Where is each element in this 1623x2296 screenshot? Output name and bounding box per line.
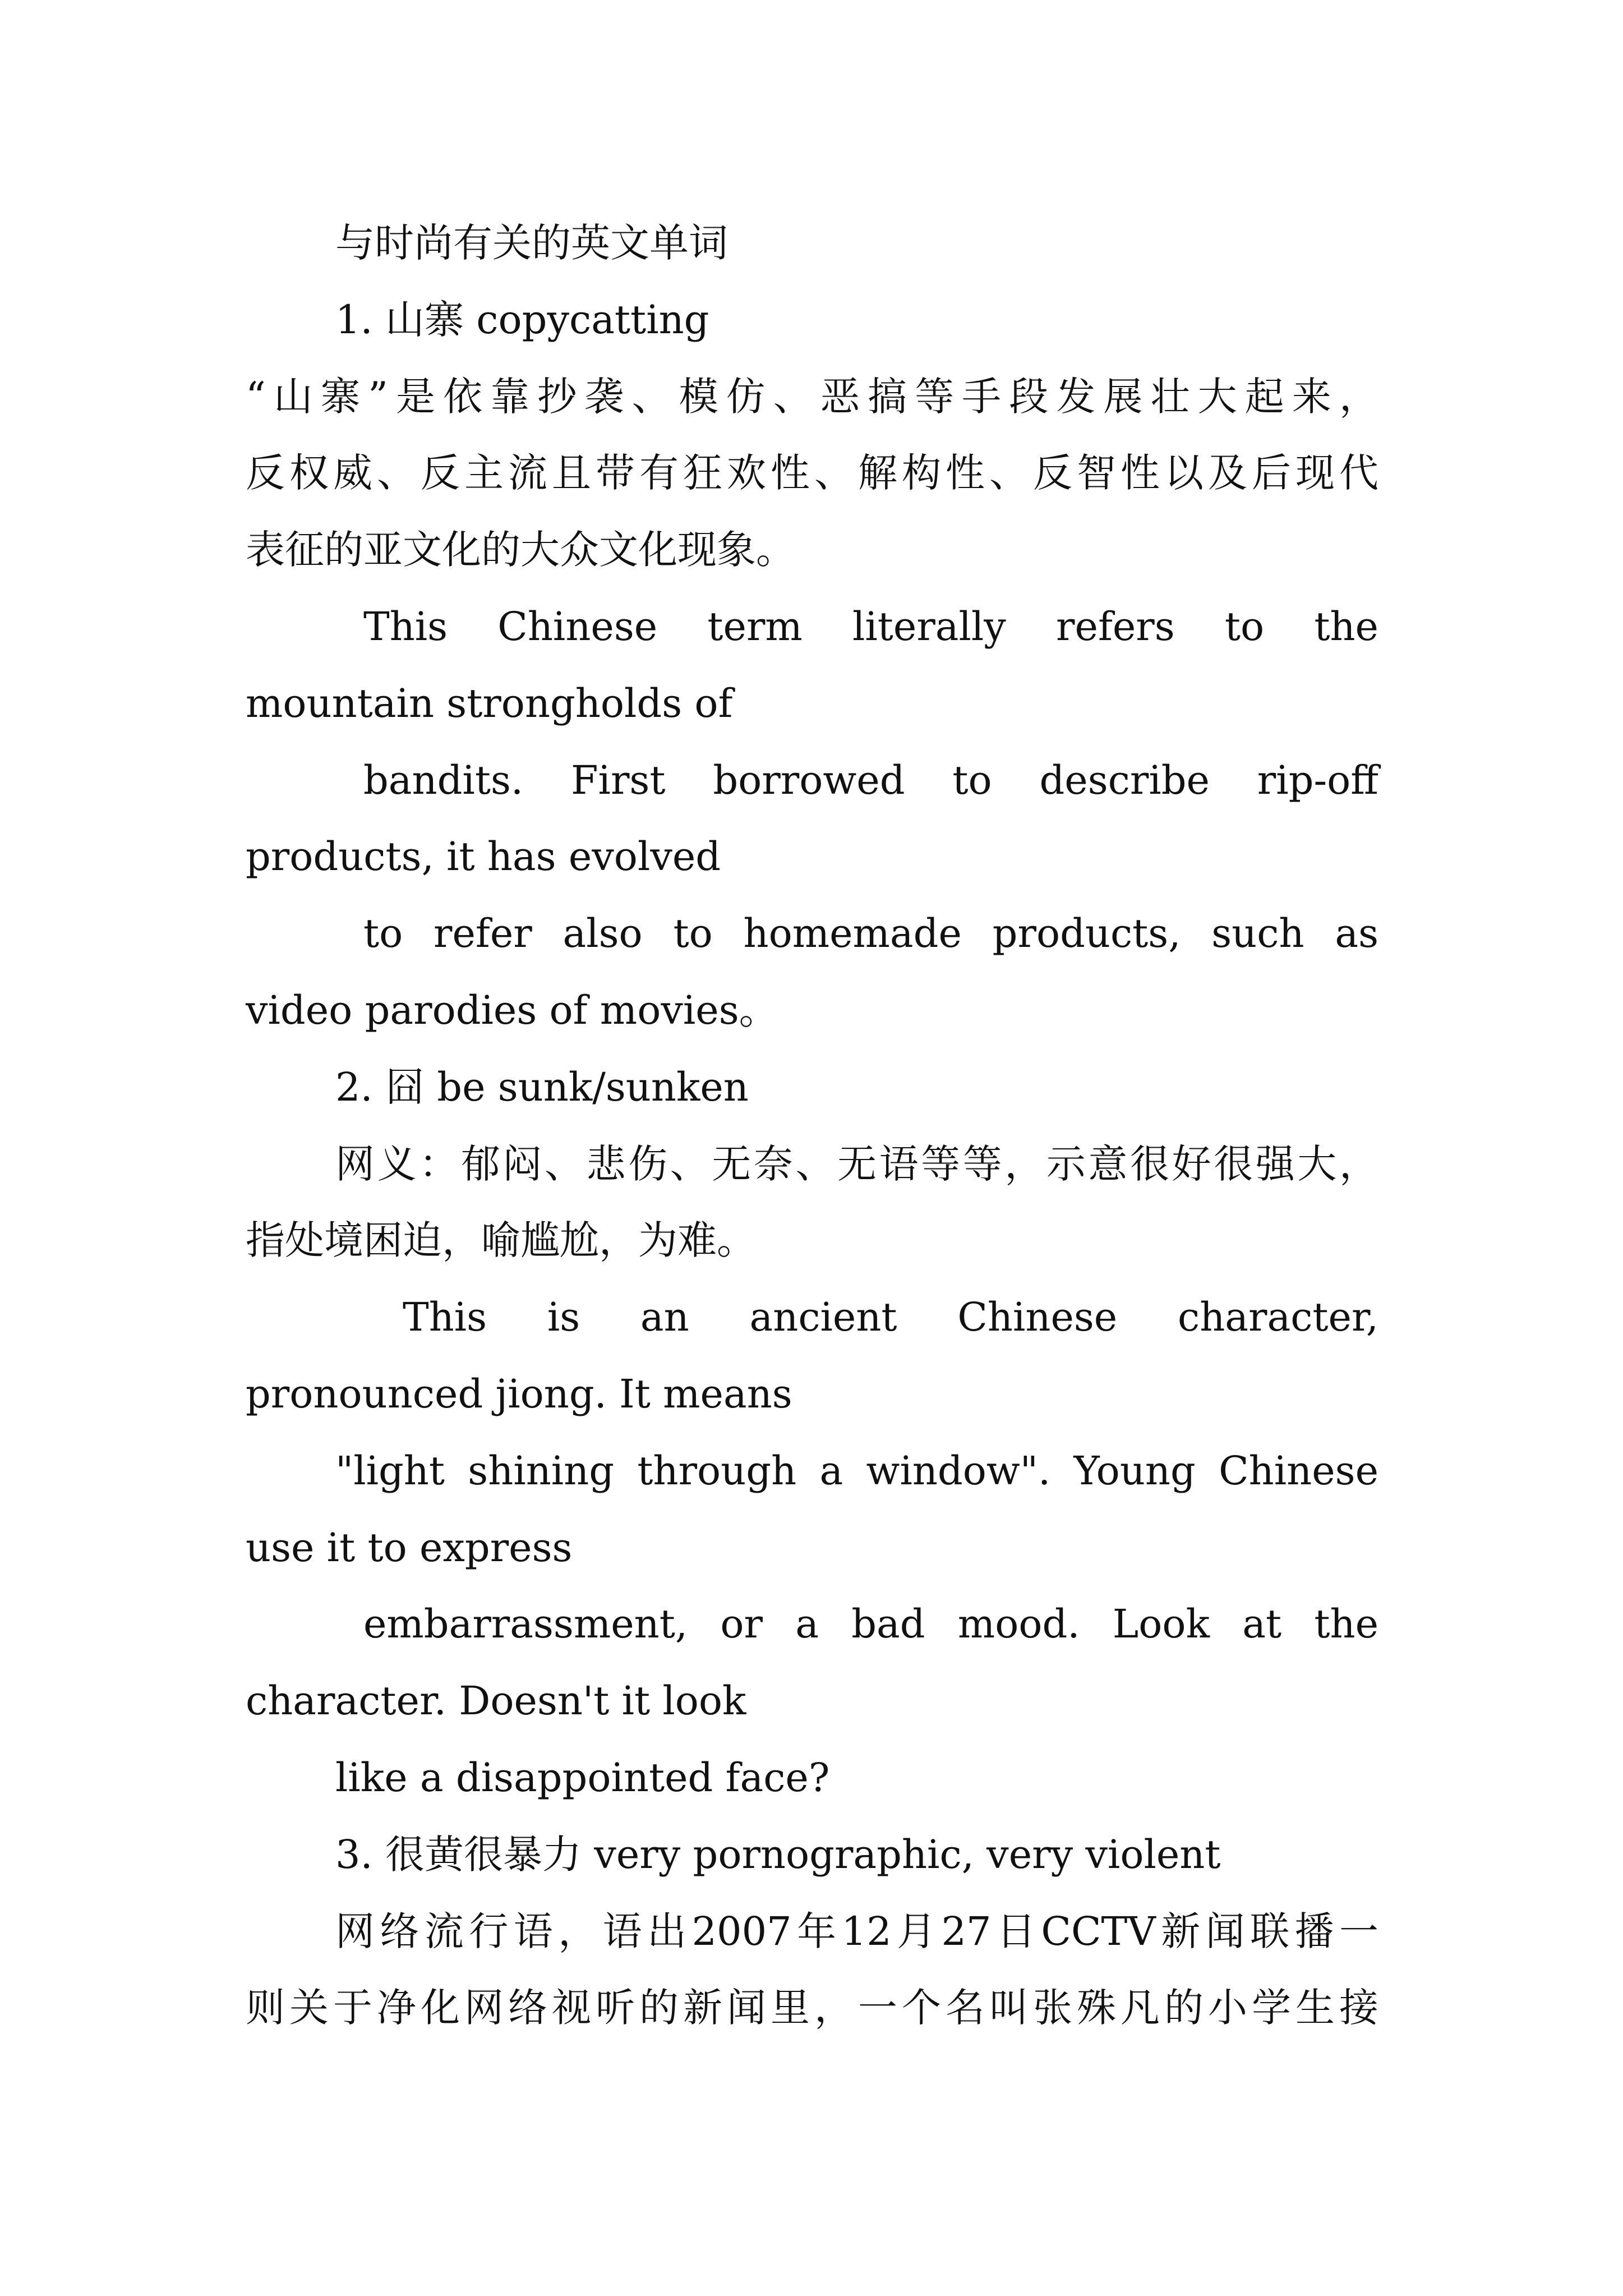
text-line: pronounced jiong. It means: [246, 1371, 792, 1417]
text-line: use it to express: [246, 1525, 573, 1571]
text-line: video parodies of movies。: [246, 987, 778, 1033]
text-line: 网络流行语，语出2007年12月27日CCTV新闻联播一: [335, 1908, 1378, 1954]
text-line: like a disappointed face?: [335, 1755, 830, 1801]
text-line: "light shining through a window". Young Chinese: [335, 1448, 1378, 1494]
text-line: embarrassment, or a bad mood. Look at the: [363, 1601, 1378, 1647]
document-title: 与时尚有关的英文单词: [335, 220, 728, 266]
text-line: This Chinese term literally refers to the: [363, 604, 1378, 650]
text-line: This is an ancient Chinese character,: [403, 1294, 1378, 1340]
text-line: 指处境困迫，喻尴尬，为难。: [246, 1217, 756, 1263]
text-line: products, it has evolved: [246, 834, 721, 880]
text-line: 2. 囧 be sunk/sunken: [335, 1064, 749, 1110]
text-line: 3. 很黄很暴力 very pornographic, very violent: [335, 1832, 1221, 1878]
text-line: to refer also to homemade products, such as: [363, 910, 1378, 956]
text-line: bandits. First borrowed to describe rip-off: [363, 757, 1378, 803]
text-line: 1. 山寨 copycatting: [335, 297, 709, 343]
text-line: 反权威、反主流且带有狂欢性、解构性、反智性以及后现代: [246, 450, 1378, 496]
text-line: mountain strongholds of: [246, 680, 733, 726]
text-line: 表征的亚文化的大众文化现象。: [246, 527, 795, 573]
text-line: 则关于净化网络视听的新闻里，一个名叫张殊凡的小学生接: [246, 1985, 1378, 2031]
text-line: character. Doesn't it look: [246, 1678, 746, 1724]
text-line: “山寨”是依靠抄袭、模仿、恶搞等手段发展壮大起来，: [246, 374, 1378, 420]
text-line: 网义：郁闷、悲伤、无奈、无语等等，示意很好很强大，: [335, 1141, 1378, 1187]
